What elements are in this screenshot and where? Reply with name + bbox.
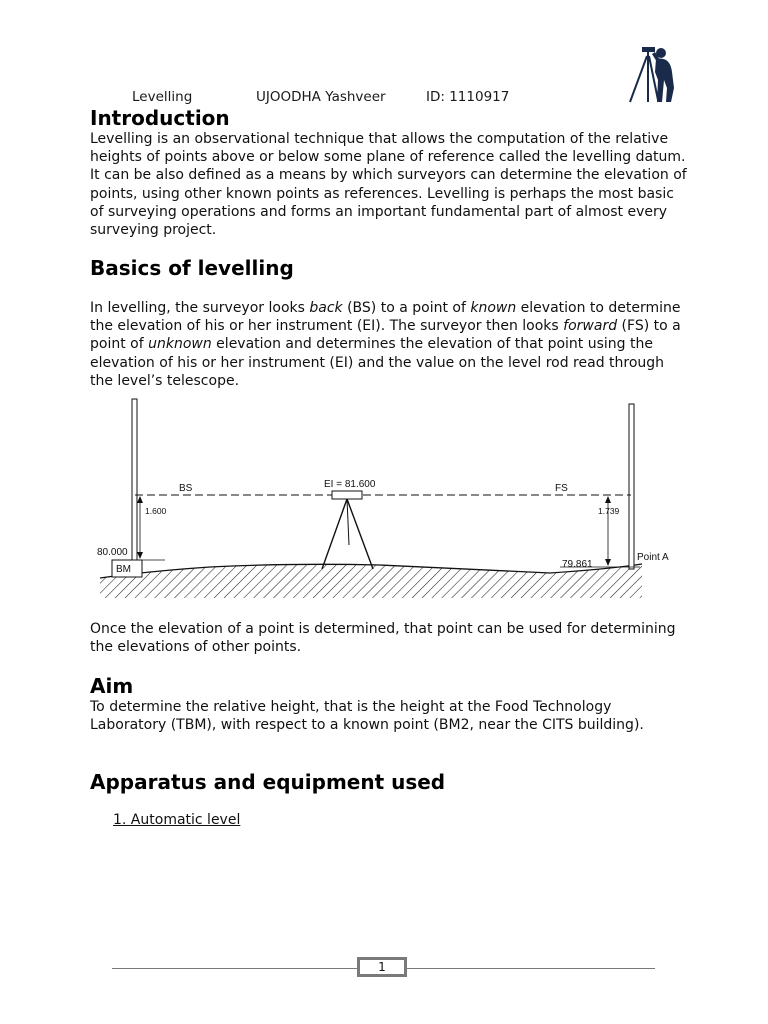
right-level-rod <box>629 404 634 569</box>
level-instrument-telescope <box>332 491 362 499</box>
basics-text-3: elevation to determine the elevation of his or her instrument (EI). The surveyor then looks <box>90 300 681 335</box>
point-a-elevation: 79.861 <box>562 559 593 570</box>
introduction-paragraph: Levelling is an observational technique that allows the computation of the relative heights of points above or below some plane of reference called the levelling datum. It can be also defined as a means by which surveyors can determine the elevation of points, using other known points as references. Levelling is perhaps the most basic of surveying operations and forms an important fundamental part of almost every surveying project. <box>90 131 687 239</box>
ei-label: EI = 81.600 <box>324 479 376 490</box>
basics-em-forward: forward <box>563 318 618 335</box>
footer-line-left <box>112 968 357 969</box>
basics-em-unknown: unknown <box>148 336 212 353</box>
page-number: 1 <box>357 957 407 977</box>
bm-elevation: 80.000 <box>97 547 128 558</box>
header-id: ID: 1110917 <box>426 89 510 105</box>
tripod-leg-left <box>322 499 347 569</box>
after-figure-paragraph: Once the elevation of a point is determined, that point can be used for determining the elevations of other points. <box>90 621 676 656</box>
fs-arrow-up <box>605 496 611 503</box>
tripod-leg-center <box>347 499 349 545</box>
bm-label: BM <box>116 564 131 575</box>
surveyor-icon <box>626 42 680 104</box>
tripod-leg-right <box>347 499 373 569</box>
introduction-heading: Introduction <box>90 106 230 130</box>
fs-reading: 1.739 <box>598 506 620 516</box>
apparatus-item-automatic-level: 1. Automatic level <box>113 812 241 828</box>
basics-em-known: known <box>470 300 517 316</box>
basics-text-4: (FS) to a point of <box>90 318 681 353</box>
point-a-label: Point A <box>637 552 669 563</box>
aim-paragraph: To determine the relative height, that is the height at the Food Technology Laboratory (TBM), with respect to a known point (BM2, near the CITS building). <box>90 699 644 734</box>
header-course: Levelling <box>132 89 193 105</box>
bs-reading: 1.600 <box>145 506 167 516</box>
levelling-diagram <box>90 395 690 605</box>
left-level-rod <box>132 399 137 571</box>
aim-heading: Aim <box>90 674 134 698</box>
basics-paragraph <box>90 299 690 390</box>
basics-heading: Basics of levelling <box>90 256 294 280</box>
basics-text-5: elevation and determines the elevation of that point using the elevation of his or her instrument (EI) and the value on the level rod read through the level’s telescope. <box>90 336 665 389</box>
bs-label: BS <box>179 483 193 494</box>
fs-label: FS <box>555 483 568 494</box>
fs-arrow-down <box>605 559 611 566</box>
bs-arrow-down <box>137 552 143 559</box>
header-student: UJOODHA Yashveer <box>256 89 386 105</box>
basics-text-2: (BS) to a point of <box>342 300 471 316</box>
footer-line-right <box>407 968 655 969</box>
basics-em-back: back <box>309 300 343 316</box>
bs-arrow-up <box>137 496 143 503</box>
apparatus-heading: Apparatus and equipment used <box>90 770 446 794</box>
basics-text-1: In levelling, the surveyor looks <box>90 300 310 316</box>
